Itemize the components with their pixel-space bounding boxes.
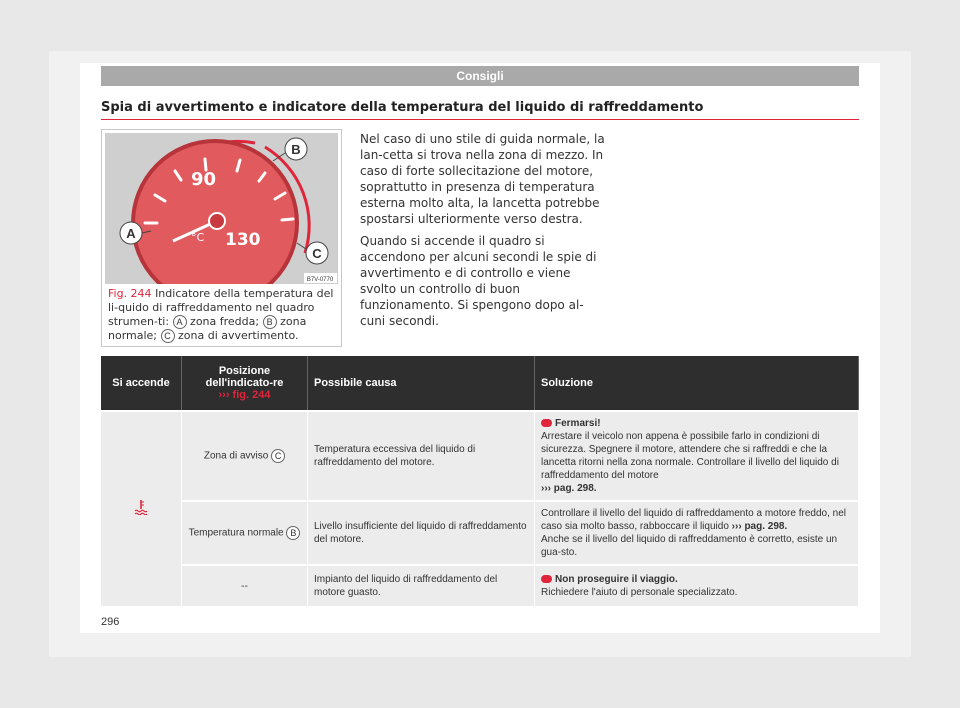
figure-244 (101, 129, 342, 347)
col-header-causa: Possibile causa (308, 356, 535, 411)
coolant-temperature-icon (134, 499, 148, 515)
figure-number: Fig. 244 (108, 287, 152, 300)
page-reference-link[interactable]: ››› pag. 298. (731, 521, 788, 532)
caption-text-1: Indicatore della temperatura del li-quido di raffreddamento nel quadro strumen-ti: (108, 287, 334, 328)
caption-text-3: zona normale; (108, 315, 307, 342)
caption-text-4: zona di avvertimento. (178, 329, 299, 342)
position-text: Zona di avviso (203, 450, 269, 462)
position-letter: B (286, 526, 300, 540)
gauge-mark-130: 130 (225, 230, 261, 250)
caption-text-2: zona fredda; (190, 315, 260, 328)
table-header-row (101, 356, 859, 411)
solution-cell (535, 565, 859, 606)
title-divider (101, 119, 859, 120)
col-header-soluzione: Soluzione (535, 356, 859, 411)
table-row (101, 501, 859, 565)
table-row (101, 565, 859, 606)
position-text: Temperatura normale (188, 527, 284, 539)
warning-table (101, 356, 859, 606)
figure-caption (108, 287, 336, 343)
position-cell (182, 411, 308, 501)
page-title: Spia di avvertimento e indicatore della temperatura del liquido di raffreddamento (101, 100, 704, 115)
table-row (101, 411, 859, 501)
col-header-si-accende: Si accende (101, 356, 182, 411)
solution-text-2: Anche se il livello del liquido di raffreddamento è corretto, esiste un gua-sto. (541, 534, 838, 558)
cause-cell: Temperatura eccessiva del liquido di raffreddamento del motore. (308, 411, 535, 501)
indicator-cell (101, 411, 182, 606)
caption-label-a: A (173, 315, 187, 329)
warning-light-icon (541, 575, 552, 583)
col-header-posizione-label: Posizione dell'indicato-re (205, 365, 284, 389)
solution-text: Arrestare il veicolo non appena è possibile farlo in condizioni di sicurezza. Spegnere il motore, attendere che si raffreddi e che la lancetta ritorni nella zona normale. Controllare il livello del liquido di raffreddamento del motore (541, 431, 839, 481)
gauge-mark-90: 90 (191, 169, 217, 190)
position-cell: -- (182, 565, 308, 606)
solution-bold: Fermarsi! (555, 418, 601, 429)
gauge-unit-label: °C (191, 231, 205, 244)
gauge-hub (209, 213, 225, 229)
temperature-gauge-image (105, 133, 338, 284)
position-cell (182, 501, 308, 565)
page-reference-link[interactable]: ››› pag. 298. (541, 483, 597, 494)
warning-light-icon (541, 419, 552, 427)
cause-cell: Impianto del liquido di raffreddamento del motore guasto. (308, 565, 535, 606)
solution-text: Controllare il livello del liquido di raffreddamento a motore freddo, nel caso sia molto basso, rabboccare il liquido (541, 508, 846, 532)
solution-bold: Non proseguire il viaggio. (555, 574, 678, 585)
solution-text: Richiedere l'aiuto di personale specializzato. (541, 587, 738, 598)
body-paragraph-1: Nel caso di uno stile di guida normale, la lan-cetta si trova nella zona di mezzo. In caso di forte sollecitazione del motore, soprattutto in presenza di temperatura esterna molto alta, la lancetta potrebbe spostarsi ulteriormente verso destra. (360, 132, 605, 226)
col-header-posizione (182, 356, 308, 411)
label-a: A (126, 226, 136, 241)
gauge-illustration (105, 133, 338, 284)
body-paragraph-2: Quando si accende il quadro si accendono per alcuni secondi le spie di avvertimento e di controllo e viene svolto un controllo di buon funzionamento. Si spengono dopo al-cuni secondi. (360, 234, 597, 328)
page-number: 296 (101, 616, 120, 628)
label-c: C (312, 246, 322, 261)
body-text (360, 131, 608, 335)
caption-label-b: B (263, 315, 277, 329)
figure-code: B7V-0770 (306, 277, 334, 283)
solution-cell (535, 411, 859, 501)
cause-cell: Livello insufficiente del liquido di raffreddamento del motore. (308, 501, 535, 565)
label-b: B (291, 142, 301, 157)
fig-reference-link[interactable]: ››› fig. 244 (218, 389, 271, 401)
section-header: Consigli (101, 66, 859, 86)
solution-cell (535, 501, 859, 565)
caption-label-c: C (161, 329, 175, 343)
position-letter: C (271, 449, 285, 463)
